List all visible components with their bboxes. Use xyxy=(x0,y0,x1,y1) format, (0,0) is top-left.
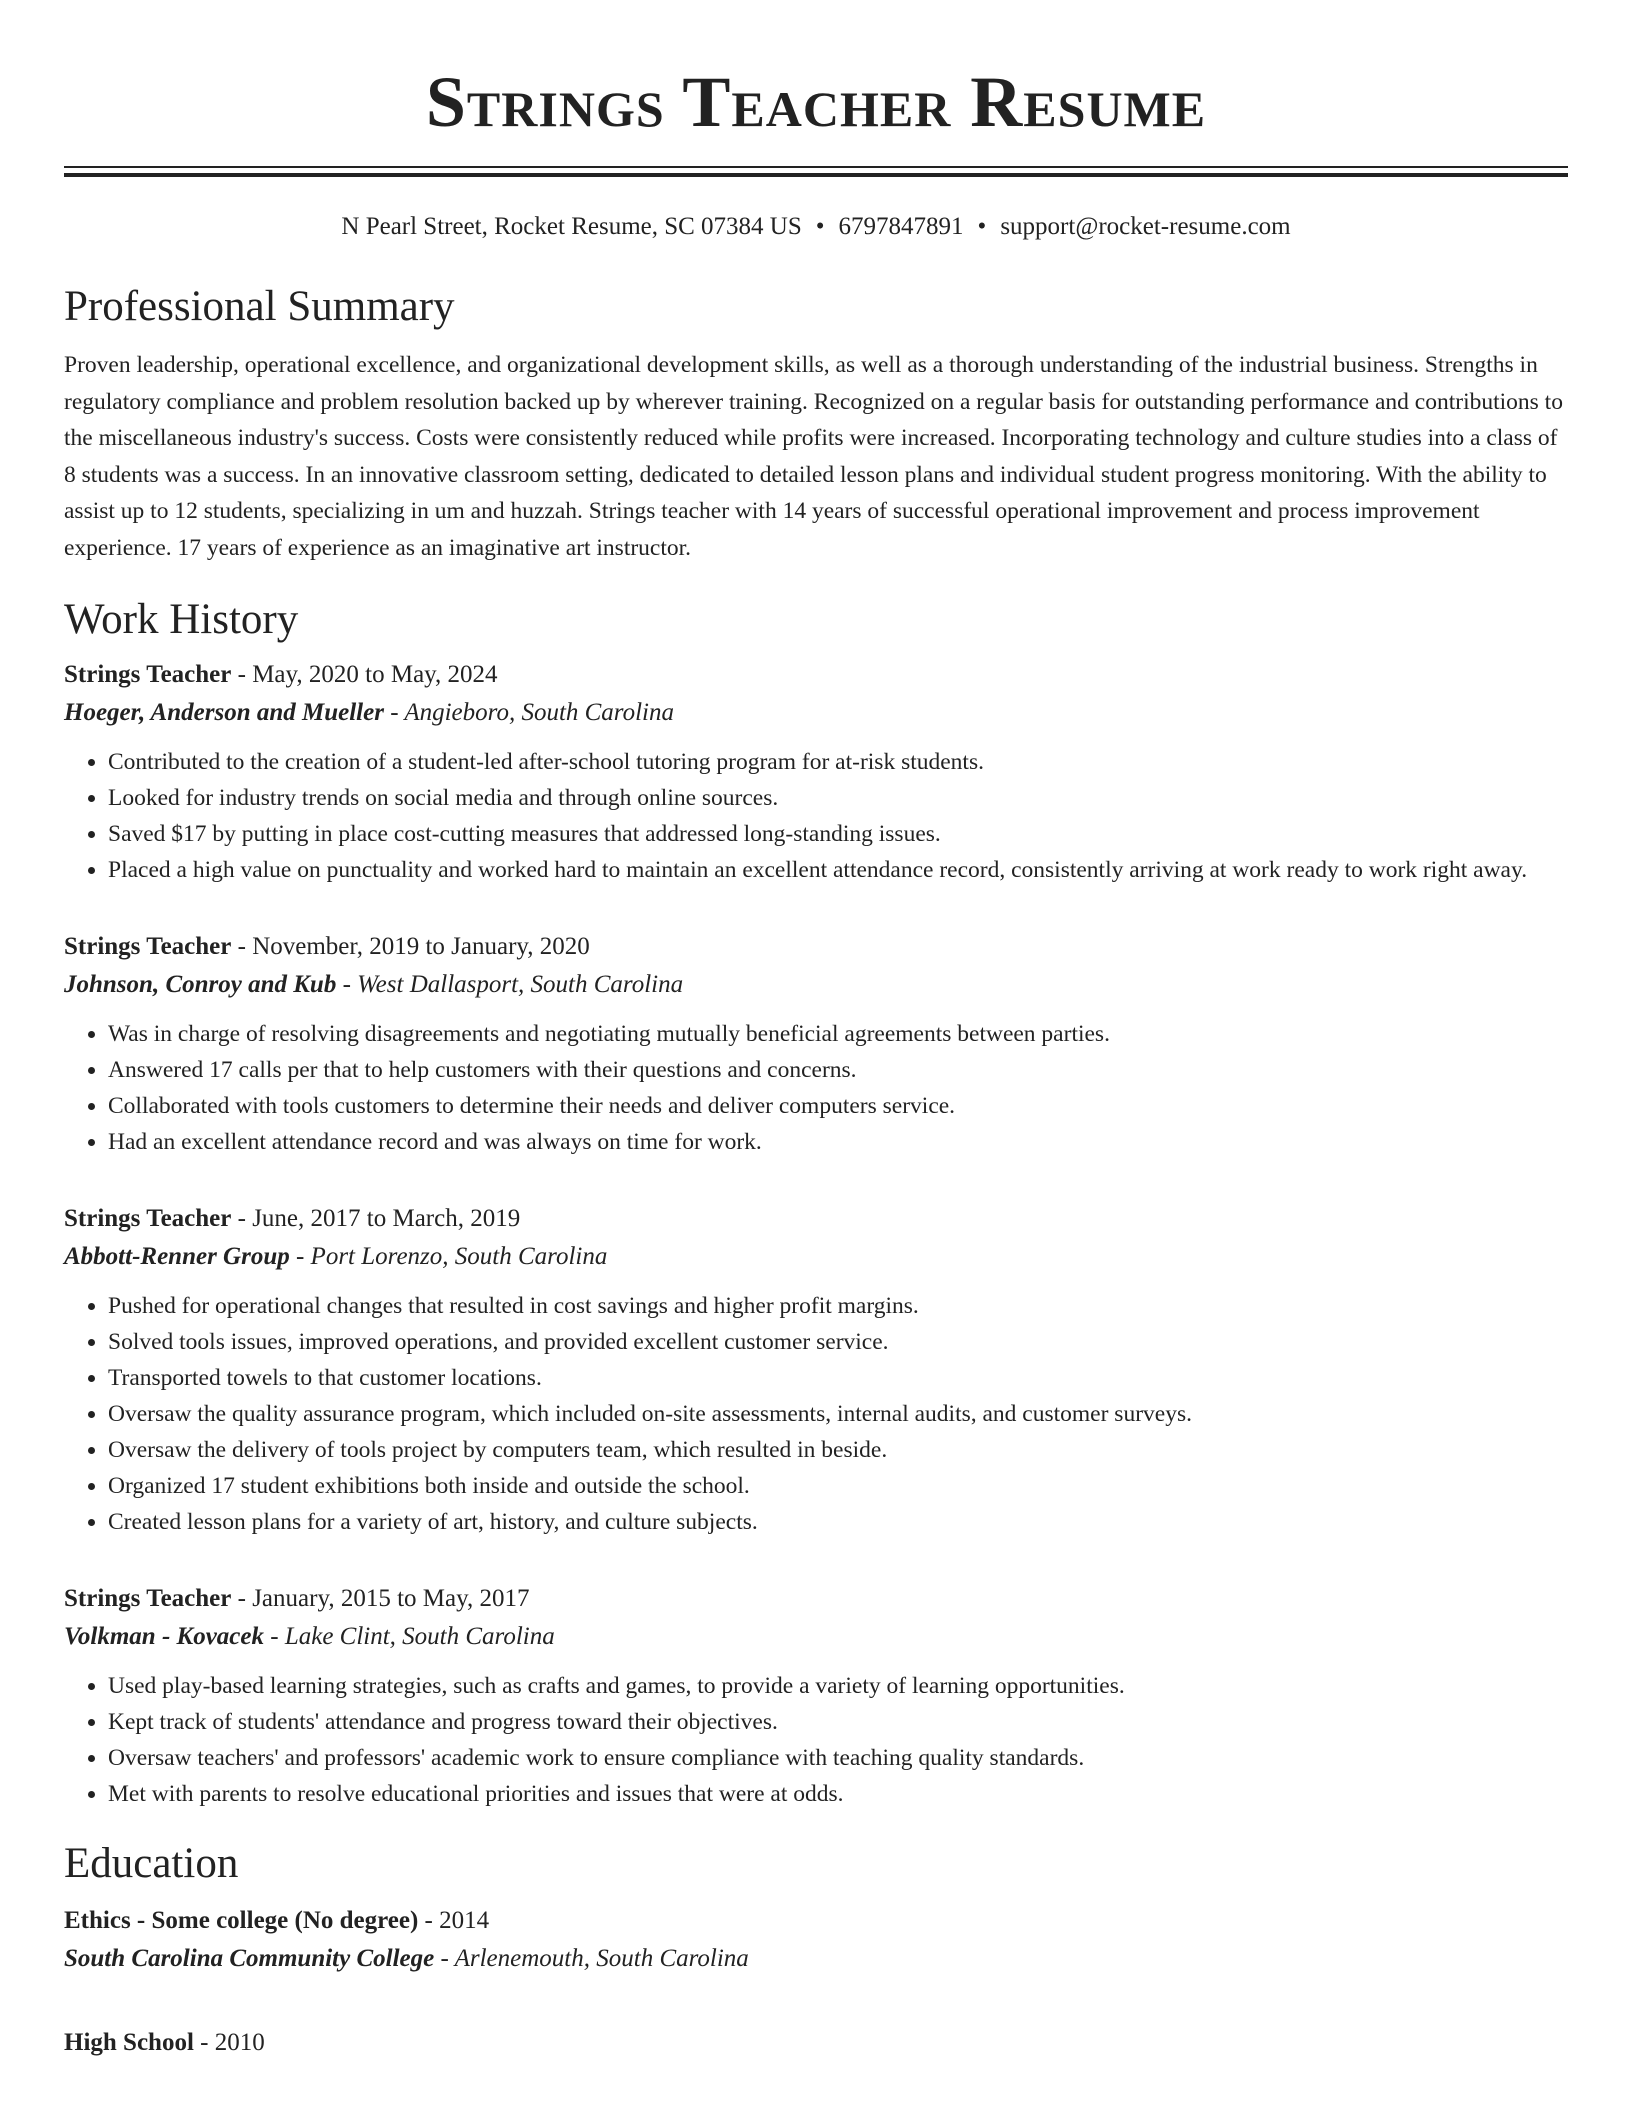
resume-title: Strings Teacher Resume xyxy=(425,62,1207,142)
job-employer-line xyxy=(64,1238,1568,1276)
list-item: • Oversaw teachers' and professors' academic work to ensure compliance with teaching quality standards. xyxy=(108,1740,1568,1776)
education-school-line xyxy=(64,1940,1568,1978)
job-title: Strings Teacher xyxy=(64,933,232,960)
job-employer-line xyxy=(64,694,1568,732)
job-entry xyxy=(64,1200,1568,1540)
job-dates: - November, 2019 to January, 2020 xyxy=(231,933,590,960)
education-degree: Ethics - Some college (No degree) xyxy=(64,1907,419,1934)
list-item: • Collaborated with tools customers to determine their needs and deliver computers service. xyxy=(108,1088,1568,1124)
list-item: • Created lesson plans for a variety of art, history, and culture subjects. xyxy=(108,1504,1568,1540)
list-item: • Used play-based learning strategies, such as crafts and games, to provide a variety of learning opportunities. xyxy=(108,1668,1568,1704)
title-rule-top xyxy=(64,166,1568,168)
education-heading: Education xyxy=(64,1840,239,1887)
education-entry xyxy=(64,2024,1568,2062)
job-entry xyxy=(64,1580,1568,1812)
list-item: • Looked for industry trends on social media and through online sources. xyxy=(108,780,1568,816)
education-location: - Arlenemouth, South Carolina xyxy=(434,1945,749,1972)
job-bullets xyxy=(64,1668,1568,1812)
spacer xyxy=(64,888,1568,928)
spacer xyxy=(64,1540,1568,1580)
list-item: • Oversaw the delivery of tools project by computers team, which resulted in beside. xyxy=(108,1432,1568,1468)
summary-heading: Professional Summary xyxy=(64,283,455,330)
list-item: • Contributed to the creation of a student-led after-school tutoring program for at-risk students. xyxy=(108,744,1568,780)
job-employer: Volkman - Kovacek xyxy=(64,1623,264,1650)
list-item: • Met with parents to resolve educational priorities and issues that were at odds. xyxy=(108,1776,1568,1812)
job-location: - Port Lorenzo, South Carolina xyxy=(289,1243,608,1270)
contact-separator: • xyxy=(815,213,825,240)
job-dates: - January, 2015 to May, 2017 xyxy=(231,1585,530,1612)
job-entry xyxy=(64,928,1568,1160)
job-location: - Lake Clint, South Carolina xyxy=(264,1623,555,1650)
job-employer: Abbott-Renner Group xyxy=(64,1243,290,1270)
job-employer: Johnson, Conroy and Kub xyxy=(64,971,337,998)
list-item: • Transported towels to that customer locations. xyxy=(108,1360,1568,1396)
contact-phone: 6797847891 xyxy=(838,213,964,240)
job-bullets xyxy=(64,1016,1568,1160)
contact-address: N Pearl Street, Rocket Resume, SC 07384 US xyxy=(341,213,802,240)
resume-page xyxy=(64,0,1568,2062)
job-header xyxy=(64,1580,1568,1618)
job-title: Strings Teacher xyxy=(64,1205,232,1232)
job-location: - West Dallasport, South Carolina xyxy=(336,971,684,998)
list-item: • Pushed for operational changes that resulted in cost savings and higher profit margins. xyxy=(108,1288,1568,1324)
job-entry xyxy=(64,656,1568,888)
title-rule-bottom xyxy=(64,173,1568,177)
job-title: Strings Teacher xyxy=(64,1585,232,1612)
job-bullets xyxy=(64,1288,1568,1540)
list-item: • Kept track of students' attendance and progress toward their objectives. xyxy=(108,1704,1568,1740)
education-degree: High School xyxy=(64,2029,194,2056)
job-header xyxy=(64,656,1568,694)
education-entry xyxy=(64,1902,1568,1978)
summary-text: Proven leadership, operational excellence, and organizational development skills, as well as a thorough understanding of the industrial business. Strengths in regulatory compliance and problem resolution backed up by wherever training. Recognized on a regular basis for outstanding performance and contributions to the miscellaneous industry's success. Costs were consistently reduced while profits were increased. Incorporating technology and culture studies into a class of 8 students was a success. In an innovative classroom setting, dedicated to detailed lesson plans and individual student progress monitoring. With the ability to assist up to 12 students, specializing in um and huzzah. Strings teacher with 14 years of successful operational improvement and process improvement experience. 17 years of experience as an imaginative art instructor. xyxy=(64,352,1563,561)
job-dates: - May, 2020 to May, 2024 xyxy=(231,661,498,688)
contact-separator: • xyxy=(977,213,987,240)
work-history-heading: Work History xyxy=(64,596,299,643)
list-item: • Had an excellent attendance record and was always on time for work. xyxy=(108,1124,1568,1160)
job-title: Strings Teacher xyxy=(64,661,232,688)
list-item: • Was in charge of resolving disagreements and negotiating mutually beneficial agreements between parties. xyxy=(108,1016,1568,1052)
list-item: • Answered 17 calls per that to help customers with their questions and concerns. xyxy=(108,1052,1568,1088)
education-degree-line xyxy=(64,2024,1568,2062)
list-item: • Organized 17 student exhibitions both inside and outside the school. xyxy=(108,1468,1568,1504)
education-school: South Carolina Community College xyxy=(64,1945,435,1972)
list-item: • Solved tools issues, improved operations, and provided excellent customer service. xyxy=(108,1324,1568,1360)
contact-line xyxy=(64,211,1568,243)
education-year: - 2010 xyxy=(193,2029,265,2056)
contact-email[interactable]: support@rocket-resume.com xyxy=(1000,213,1291,240)
education-year: - 2014 xyxy=(418,1907,490,1934)
job-header xyxy=(64,928,1568,966)
job-employer-line xyxy=(64,966,1568,1004)
job-location: - Angieboro, South Carolina xyxy=(383,699,675,726)
job-header xyxy=(64,1200,1568,1238)
job-dates: - June, 2017 to March, 2019 xyxy=(231,1205,521,1232)
list-item: • Placed a high value on punctuality and worked hard to maintain an excellent attendance record, consistently arriving at work ready to work right away. xyxy=(108,852,1568,888)
job-employer: Hoeger, Anderson and Mueller xyxy=(64,699,384,726)
job-bullets xyxy=(64,744,1568,888)
list-item: • Saved $17 by putting in place cost-cutting measures that addressed long-standing issues. xyxy=(108,816,1568,852)
spacer xyxy=(64,1160,1568,1200)
education-degree-line xyxy=(64,1902,1568,1940)
spacer xyxy=(64,1978,1568,2012)
list-item: • Oversaw the quality assurance program, which included on-site assessments, internal audits, and customer surveys. xyxy=(108,1396,1568,1432)
job-employer-line xyxy=(64,1618,1568,1656)
